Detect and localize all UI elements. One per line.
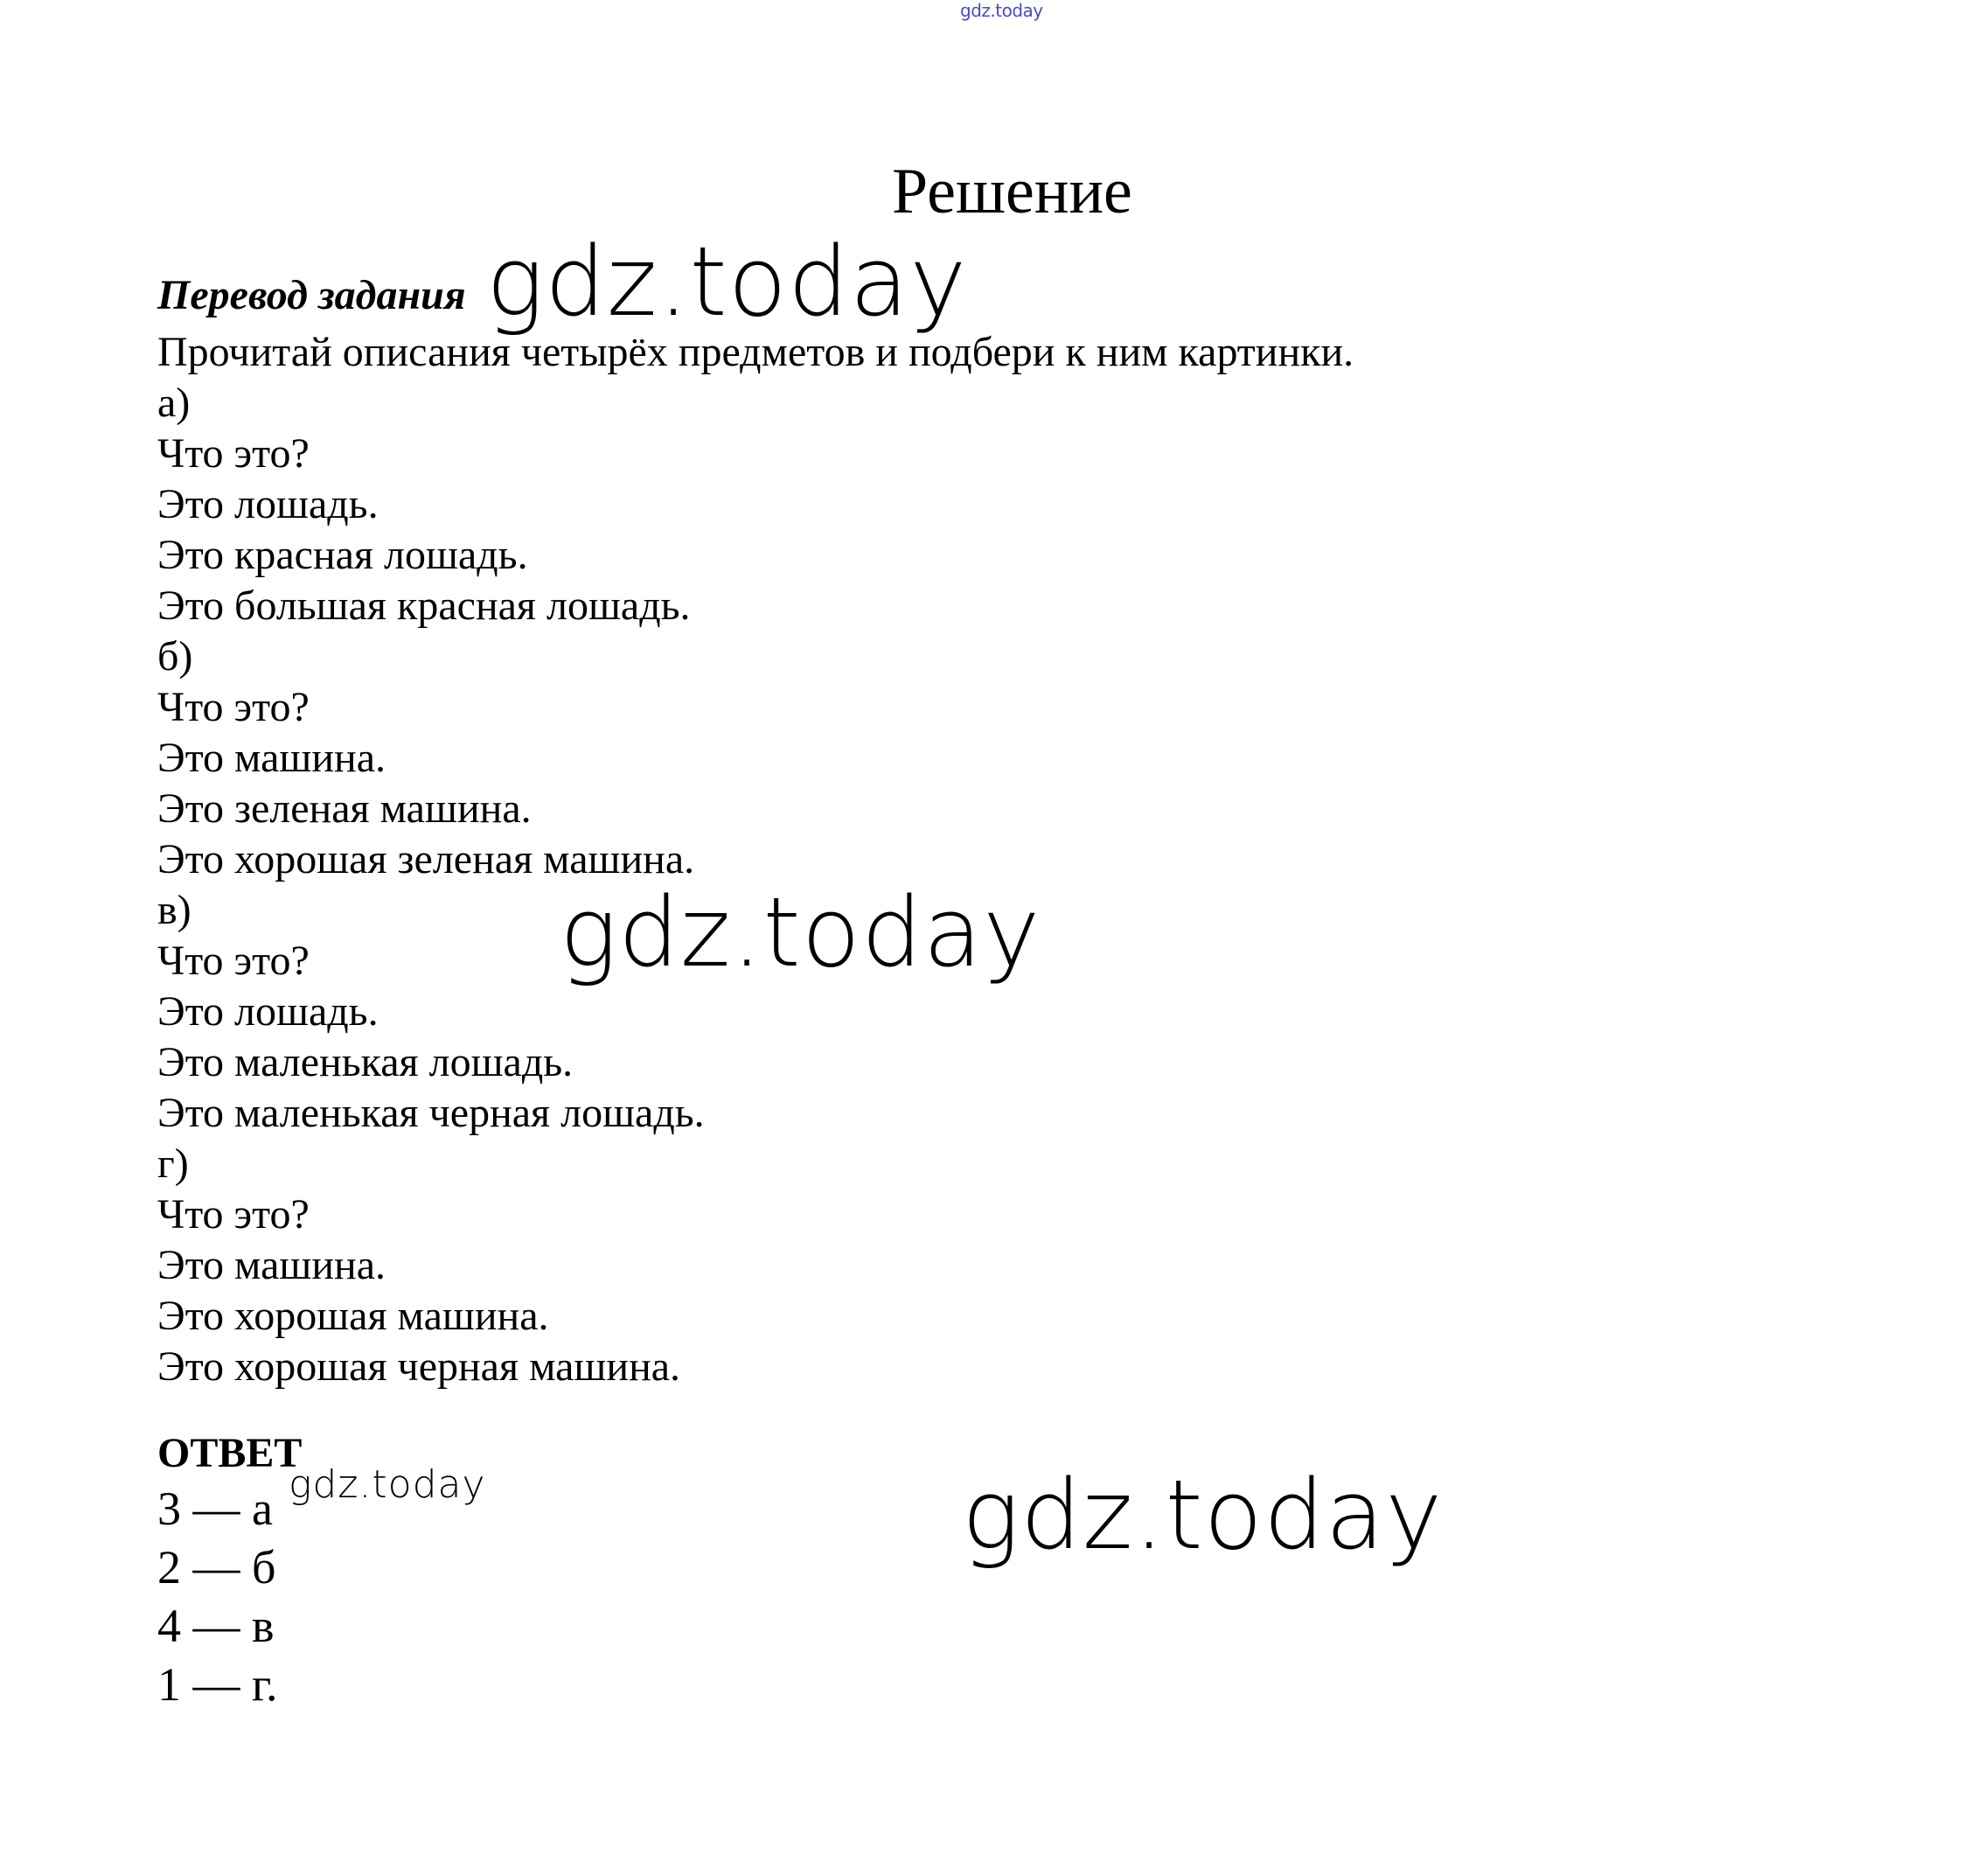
text-line: Что это? <box>157 1191 310 1238</box>
text-line: Это хорошая черная машина. <box>157 1343 681 1390</box>
text-line: Что это? <box>157 938 310 984</box>
text-line: Это лошадь. <box>157 481 379 527</box>
text-line: в) <box>157 887 191 933</box>
header-watermark-text: gdz.today <box>960 0 1043 21</box>
answer-heading: ОТВЕТ <box>157 1430 303 1476</box>
answer-item: 3 — а <box>157 1482 273 1535</box>
watermark: gdz.today <box>486 226 968 338</box>
section-subheading: Перевод задания <box>157 272 466 318</box>
text-line: Это маленькая черная лошадь. <box>157 1090 705 1136</box>
text-line: Это машина. <box>157 1242 386 1288</box>
answer-item: 1 — г. <box>157 1658 278 1711</box>
task-translation-section <box>157 264 1354 1392</box>
text-line: Это маленькая лошадь. <box>157 1039 574 1085</box>
text-line: Это зеленая машина. <box>157 785 532 832</box>
text-line: Прочитай описания четырёх предметов и подбери к ним картинки. <box>157 329 1354 375</box>
watermark: gdz.today <box>560 876 1041 988</box>
text-line: Это машина. <box>157 735 386 781</box>
text-line: Это хорошая зеленая машина. <box>157 836 695 882</box>
text-line: Это лошадь. <box>157 988 379 1035</box>
watermark: gdz.today <box>962 1459 1444 1571</box>
text-line: г) <box>157 1140 189 1187</box>
answer-section <box>157 1427 302 1714</box>
text-line: б) <box>157 633 193 680</box>
text-line: Это хорошая машина. <box>157 1293 549 1339</box>
text-line: а) <box>157 380 191 426</box>
answer-item: 2 — б <box>157 1541 276 1594</box>
text-line: Что это? <box>157 684 310 730</box>
page-title: Решение <box>892 156 1132 227</box>
text-line: Что это? <box>157 430 310 477</box>
text-line: Это красная лошадь. <box>157 532 528 578</box>
answer-item: 4 — в <box>157 1600 275 1652</box>
watermark: gdz.today <box>289 1462 486 1507</box>
text-line: Это большая красная лошадь. <box>157 582 691 629</box>
